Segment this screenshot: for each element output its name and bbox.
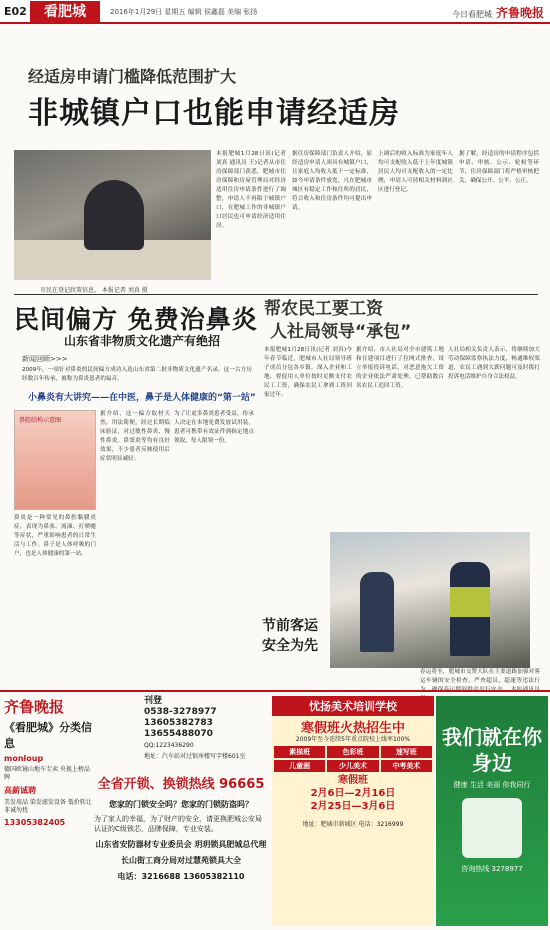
story3-photo-caption: 春运将至，肥城市交警大队在主要道路加强对客运车辆的安全检查，严查超员、超速等违法行为，确保春运期间群众出行安全。 本报通讯员 — [420, 669, 540, 693]
page-header — [0, 0, 550, 24]
story3-col3: 人社局相关负责人表示，将继续加大劳动保障监察执法力度，畅通维权渠道，农民工遇到欠薪问题可及时拨打投诉电话维护自身合法权益。 — [448, 347, 540, 380]
school-title: 忧扬美术培训学校 — [272, 696, 434, 716]
school-subtitle: 寒假班火热招生中 — [300, 721, 405, 736]
story2-subhead: 山东省非物质文化遗产有绝招 — [64, 334, 221, 348]
classified-logo: 齐鲁晚报 — [4, 698, 65, 716]
green-ad-headline: 我们就在你身边 — [442, 725, 542, 775]
art-school-ad — [272, 696, 434, 926]
story3-col1: 本报肥城1月28日讯(记者 刘真)今年春节临近，肥城市人社局领导班子成员分包各乡镇，深入企业和工地，督促用人单位按时足额支付农民工工资，确保农民工拿到工资回家过年。 — [264, 347, 352, 398]
item1-title: monloup — [4, 754, 44, 763]
classified-phone-label: 刊登 — [144, 696, 163, 706]
story2-section-head: 小鼻炎有大讲究——在中医，鼻子是人体健康的“第一站” — [28, 393, 256, 403]
page-number: E02 — [4, 5, 27, 18]
story2-dateline: 新闻回顾>>> — [22, 355, 68, 363]
classified-phone-1: 0538-3278977 — [144, 707, 217, 717]
lock-ad-headline: 全省开锁、换锁热线 96665 — [97, 777, 265, 792]
story1-kicker: 经适房申请门槛降低范围扩大 — [28, 67, 237, 86]
lock-ad-question: 您家的门锁安全吗？您家的门锁防盗吗？ — [109, 800, 253, 809]
item2-title: 高薪诚聘 — [4, 786, 36, 795]
course-item: 儿童画 — [274, 760, 325, 772]
item2-text: 美发用品 染发滤发设备 低价转让 非诚勿扰 — [4, 799, 92, 814]
course-item: 素描班 — [274, 746, 325, 758]
classified-category: 《看肥城》分类信息 — [4, 721, 92, 750]
story1-col1: 本报肥城1月28日讯(记者 刘真 通讯员 王)记者从市住房保障部门获悉，肥城市住房保障和房屋管理局对经济适用住房申请条件进行了调整，申请人不再限于城镇户口，在肥城工作的非城镇户口居民也可申请经济适用住房。 — [216, 151, 286, 229]
classified-phone-2: 13605382783 — [144, 718, 213, 728]
term-label: 寒假班 — [338, 775, 368, 786]
school-footer: 地址：肥城市新城区 电话：3216999 — [302, 821, 404, 828]
story2-intro: 2009年，一项针对鼻炎的民间偏方成功入选山东省第二批非物质文化遗产名录，这一古方历经数百年传承，被称为鼻炎患者的福音。 — [22, 367, 252, 382]
story3-headline: 帮农民工要工资 人社局领导“承包” — [264, 299, 412, 342]
green-ad-phone: 咨询热线 3278977 — [461, 865, 523, 873]
story1-col3: 上调后的收入标准为家庭年人均可支配收入低于上年度城镇居民人均可支配收入的一定比例，申请人可持相关材料到社区进行登记。 — [378, 151, 453, 193]
product-image — [462, 798, 522, 858]
story3-photo-headline: 节前客运 安全为先 — [262, 618, 318, 654]
story1-col4: 据了解，经适房的申请程序包括申请、审核、公示、轮候等环节，住房保障部门将严格审核把关，确保公开、公平、公正。 — [459, 151, 539, 184]
divider — [14, 294, 538, 295]
story2-col2: 据介绍，这一偏方取材天然，用法简便，经过长期临床验证，对过敏性鼻炎、慢性鼻炎、鼻窦炎等均有良好效果，不少患者反映使用后症状明显减轻。 — [100, 411, 170, 462]
lock-ad-contact: 长山街工商分局对过慧苑锁具大全 — [121, 856, 241, 865]
lock-ad-company: 山东省安防器材专业委员会 玥玥锁具肥城总代理 — [95, 840, 267, 849]
section-title: 看肥城 — [30, 1, 100, 23]
course-grid — [272, 744, 434, 774]
story3-col2: 据介绍，市人社局对全市建筑工地和在建项目进行了拉网式排查，设立举报投诉电话，对恶意拖欠工资的企业依法严肃处理，已帮助数百名农民工追回工资。 — [356, 347, 444, 389]
story1-headline: 非城镇户口也能申请经适房 — [28, 96, 400, 131]
story2-col1: 鼻炎是一种常见的鼻腔黏膜炎症，表现为鼻塞、流涕、打喷嚏等症状，严重影响患者的日常生活与工作。鼻子是人体呼吸的门户，也是人体健康的第一站。 — [14, 515, 96, 557]
classified-address: 地址：汽车站对过银座楼写字楼601室 — [144, 753, 246, 760]
green-ad — [436, 696, 548, 926]
term-2: 2月25日—3月6日 — [310, 801, 396, 812]
classified-phone-3: 13655488070 — [144, 729, 213, 739]
issue-meta: 2016年1月29日 星期五 编辑 侯鑫磊 美编 张扬 — [110, 8, 258, 16]
nasal-diagram: 鼻腔结构示意图 — [14, 410, 96, 510]
lock-ad-phones: 电话：3216688 13605382110 — [117, 872, 245, 881]
course-item: 中考美术 — [381, 760, 432, 772]
newspaper-logo: 今日看肥城 齐鲁晚报 — [451, 6, 544, 20]
classified-qq: QQ:1223436290 — [144, 742, 194, 749]
school-line: 2009年至今连续5年重点院校上线率100% — [295, 736, 411, 743]
lock-ad — [94, 696, 268, 926]
story1-photo — [14, 150, 211, 280]
course-item: 少儿美术 — [327, 760, 378, 772]
green-ad-tagline: 健康 生活 美丽 你我同行 — [453, 781, 531, 789]
classified-ad — [4, 696, 92, 924]
story1-caption: 市民在登记政策信息。 本报记者 刘真 摄 — [40, 287, 148, 294]
story2-headline: 民间偏方 免费治鼻炎 — [14, 305, 258, 334]
term-1: 2月6日—2月16日 — [310, 788, 396, 799]
lock-ad-text: 为了家人的幸福，为了财产的安全，请更换肥城公安局认证的C级锁芯，品牌保障，专业安装。 — [94, 815, 262, 833]
item2-phone: 13305382405 — [4, 818, 66, 827]
story3-photo — [330, 532, 530, 668]
course-item: 色彩班 — [327, 746, 378, 758]
course-item: 速写班 — [381, 746, 432, 758]
story2-col3: 为了让更多鼻炎患者受益，传承人决定在本地免费发放试用装，患者可携带有效证件到指定地点领取，每人限领一份。 — [174, 411, 254, 444]
item1-text: 德国欧镜山地车专卖 央视上榜品牌 — [4, 766, 90, 781]
story1-col2: 据住房保障部门负责人介绍，原经适房申请人须具有城镇户口，且家庭人均收入低于一定标准，如今申请条件放宽，凡在肥城市城区有稳定工作和住所的居民，符合收入和住房条件均可提出申请。 — [292, 151, 372, 211]
